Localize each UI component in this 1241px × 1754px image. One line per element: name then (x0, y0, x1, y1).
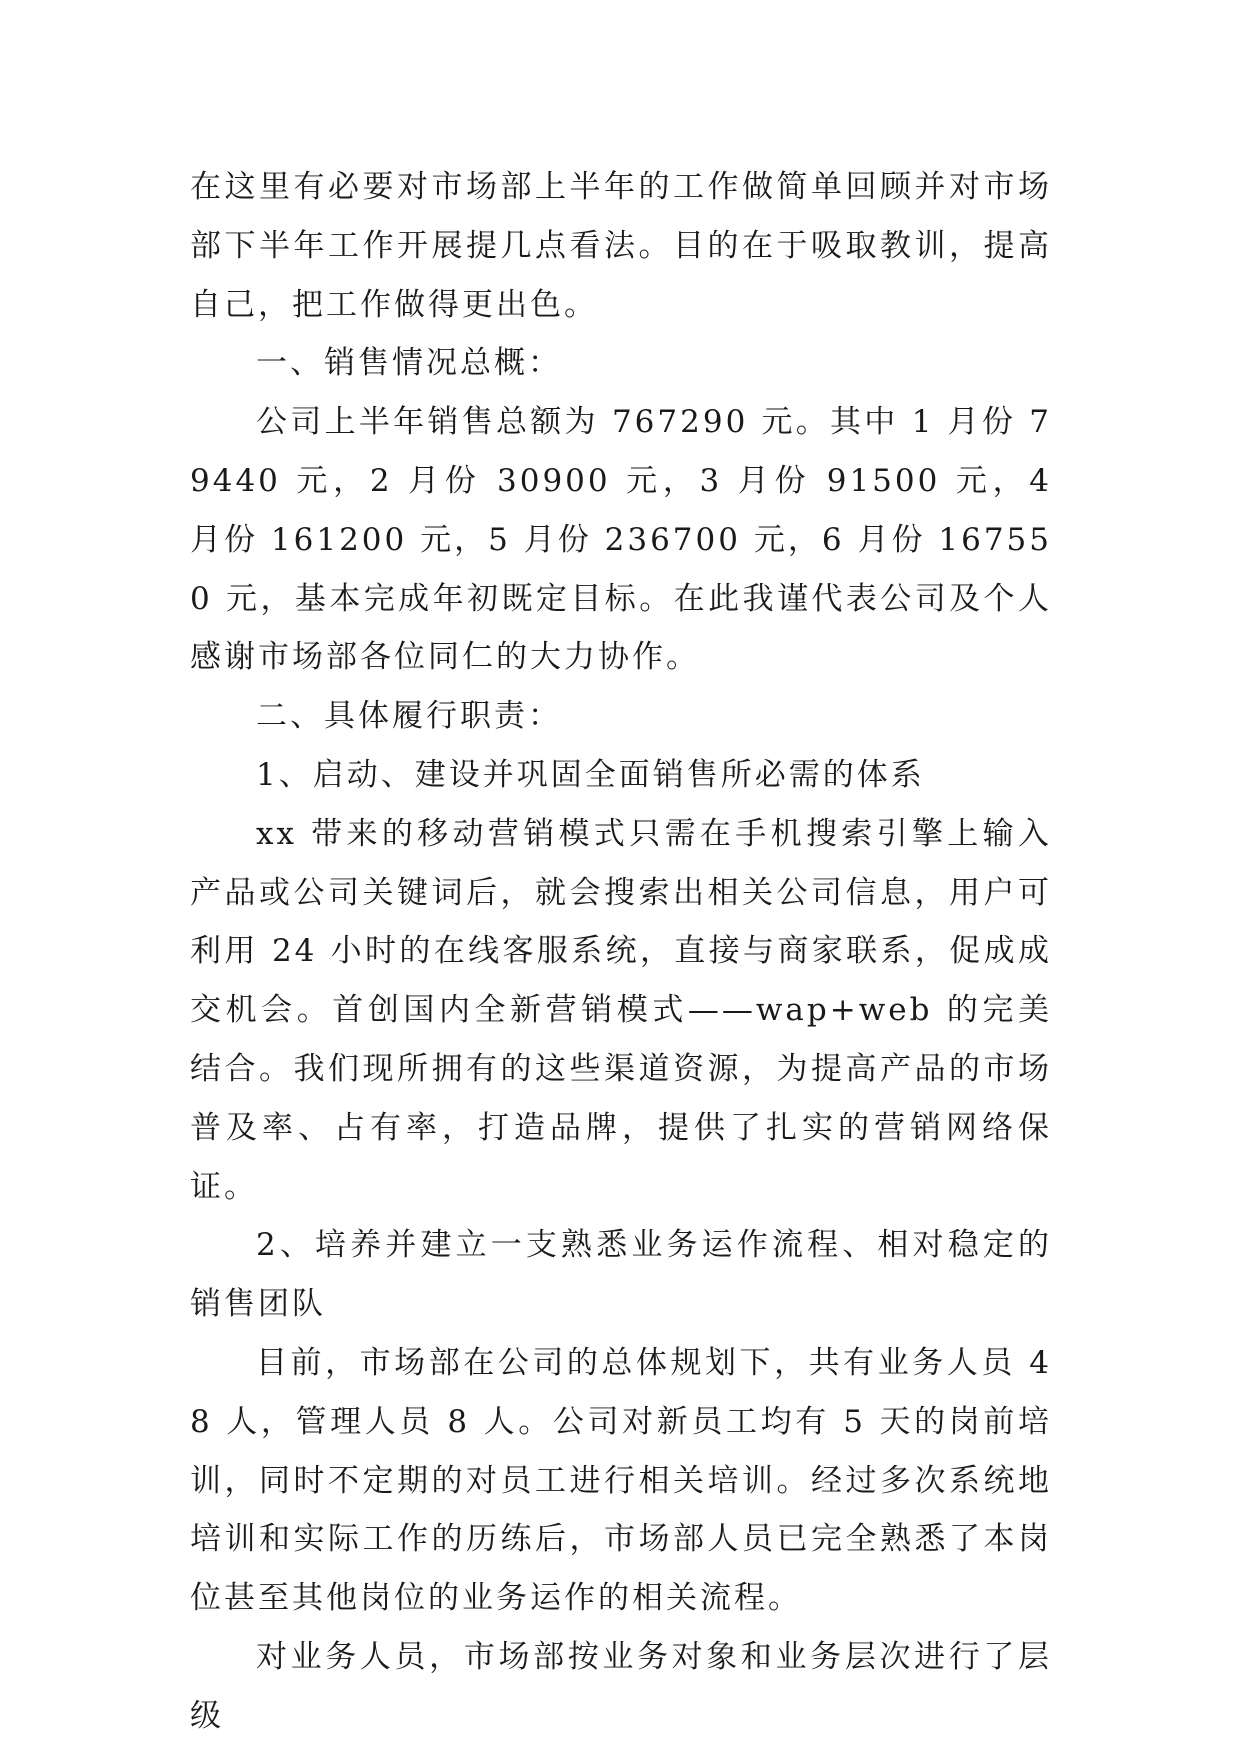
paragraph-sales-figures: 公司上半年销售总额为 767290 元。其中 1 月份 79440 元，2 月份 30900 元，3 月份 91500 元，4 月份 161200 元，5 月份 236700 元，6 月份 167550 元，基本完成年初既定目标。在此我谨代表公司及个人感谢市场部各位同仁的大力协作。 (190, 404, 1052, 676)
paragraph-intro: 在这里有必要对市场部上半年的工作做简单回顾并对市场部下半年工作开展提几点看法。目的在于吸取教训，提高自己，把工作做得更出色。 (190, 169, 1052, 323)
subheading-sales-team: 2、培养并建立一支熟悉业务运作流程、相对稳定的销售团队 (190, 1227, 1052, 1323)
paragraph-mobile-marketing: xx 带来的移动营销模式只需在手机搜索引擎上输入产品或公司关键词后，就会搜索出相关公司信息，用户可利用 24 小时的在线客服系统，直接与商家联系，促成成交机会。首创国内全新营销模式——wap+web 的完美结合。我们现所拥有的这些渠道资源，为提高产品的市场普及率、占有率，打造品牌，提供了扎实的营销网络保证。 (190, 815, 1052, 1205)
document-body (190, 158, 1052, 1746)
subheading-sales-system: 1、启动、建设并巩固全面销售所必需的体系 (256, 756, 925, 793)
paragraph-staff-training: 目前，市场部在公司的总体规划下，共有业务人员 48 人，管理人员 8 人。公司对新员工均有 5 天的岗前培训，同时不定期的对员工进行相关培训。经过多次系统地培训和实际工作的历练后，市场部人员已完全熟悉了本岗位甚至其他岗位的业务运作的相关流程。 (190, 1344, 1052, 1617)
paragraph-staff-levels: 对业务人员，市场部按业务对象和业务层次进行了层级 (190, 1638, 1052, 1734)
heading-duties: 二、具体履行职责： (256, 698, 562, 735)
heading-sales-overview: 一、销售情况总概： (256, 345, 562, 382)
